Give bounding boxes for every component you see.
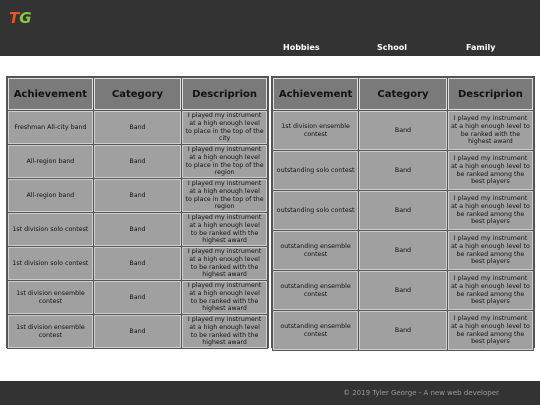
header-category: Category [94,78,181,110]
cell-achievement: All-region band [8,179,93,212]
table-row [8,213,267,246]
header-description: Descriprion [182,78,267,110]
cell-achievement: outstanding solo contest [273,151,358,190]
cell-description: I played my instrument at a high enough level to be ranked among the best players [448,231,533,270]
table-header-row [8,78,267,110]
table-row [273,191,533,230]
table-row [8,179,267,212]
table-row [8,315,267,348]
cell-description: I played my instrument at a high enough level to be ranked among the best players [448,151,533,190]
header-category: Category [359,78,447,110]
achievements-table-right [272,77,534,351]
cell-description: I played my instrument at a high enough level to be ranked among the best players [448,271,533,310]
cell-category: Band [94,213,181,246]
achievements-table-left-panel [6,76,269,348]
header-achievement: Achievement [8,78,93,110]
cell-description: I played my instrument at a high enough level to be ranked among the best players [448,311,533,350]
table-row [273,271,533,310]
table-row [8,145,267,178]
cell-description: I played my instrument at a high enough level to be ranked with the highest award [182,247,267,280]
cell-description: I played my instrument at a high enough level to place in the top of the city [182,111,267,144]
table-row [273,151,533,190]
cell-description: I played my instrument at a high enough level to place in the top of the region [182,179,267,212]
site-logo[interactable] [9,9,32,27]
nav-link-hobbies[interactable]: Hobbies [283,43,320,52]
table-row [8,281,267,314]
cell-category: Band [359,311,447,350]
cell-achievement: outstanding solo contest [273,191,358,230]
cell-category: Band [359,191,447,230]
cell-category: Band [94,281,181,314]
cell-achievement: 1st division ensemble contest [273,111,358,150]
cell-category: Band [94,179,181,212]
achievements-table-left [7,77,268,349]
cell-description: I played my instrument at a high enough level to be ranked among the best players [448,191,533,230]
cell-achievement: 1st division ensemble contest [8,315,93,348]
footer-copyright: © 2019 Tyler George - A new web developer [343,389,499,397]
cell-achievement: outstanding ensemble contest [273,231,358,270]
table-header-row [273,78,533,110]
table-row [8,111,267,144]
cell-category: Band [359,271,447,310]
cell-achievement: 1st division ensemble contest [8,281,93,314]
achievements-table-right-panel [271,76,535,348]
cell-description: I played my instrument at a high enough level to be ranked with the highest award [182,213,267,246]
nav-link-family[interactable]: Family [466,43,496,52]
logo-letter-t: T [9,9,20,27]
cell-achievement: 1st division solo contest [8,213,93,246]
cell-description: I played my instrument at a high enough level to be ranked with the highest award [182,315,267,348]
cell-category: Band [94,247,181,280]
cell-description: I played my instrument at a high enough level to be ranked with the highest award [448,111,533,150]
table-row [273,311,533,350]
cell-description: I played my instrument at a high enough level to be ranked with the highest award [182,281,267,314]
cell-achievement: outstanding ensemble contest [273,271,358,310]
nav-link-school[interactable]: School [377,43,407,52]
cell-achievement: 1st division solo contest [8,247,93,280]
header-achievement: Achievement [273,78,358,110]
table-row [8,247,267,280]
cell-achievement: outstanding ensemble contest [273,311,358,350]
cell-achievement: All-region band [8,145,93,178]
footer [0,381,540,405]
cell-category: Band [359,231,447,270]
cell-category: Band [94,111,181,144]
cell-category: Band [359,151,447,190]
top-bar [0,0,540,56]
cell-achievement: Freshman All-city band [8,111,93,144]
cell-description: I played my instrument at a high enough level to place in the top of the region [182,145,267,178]
logo-letter-g: G [19,9,32,27]
cell-category: Band [94,315,181,348]
header-description: Descriprion [448,78,533,110]
table-row [273,231,533,270]
cell-category: Band [359,111,447,150]
cell-category: Band [94,145,181,178]
table-row [273,111,533,150]
